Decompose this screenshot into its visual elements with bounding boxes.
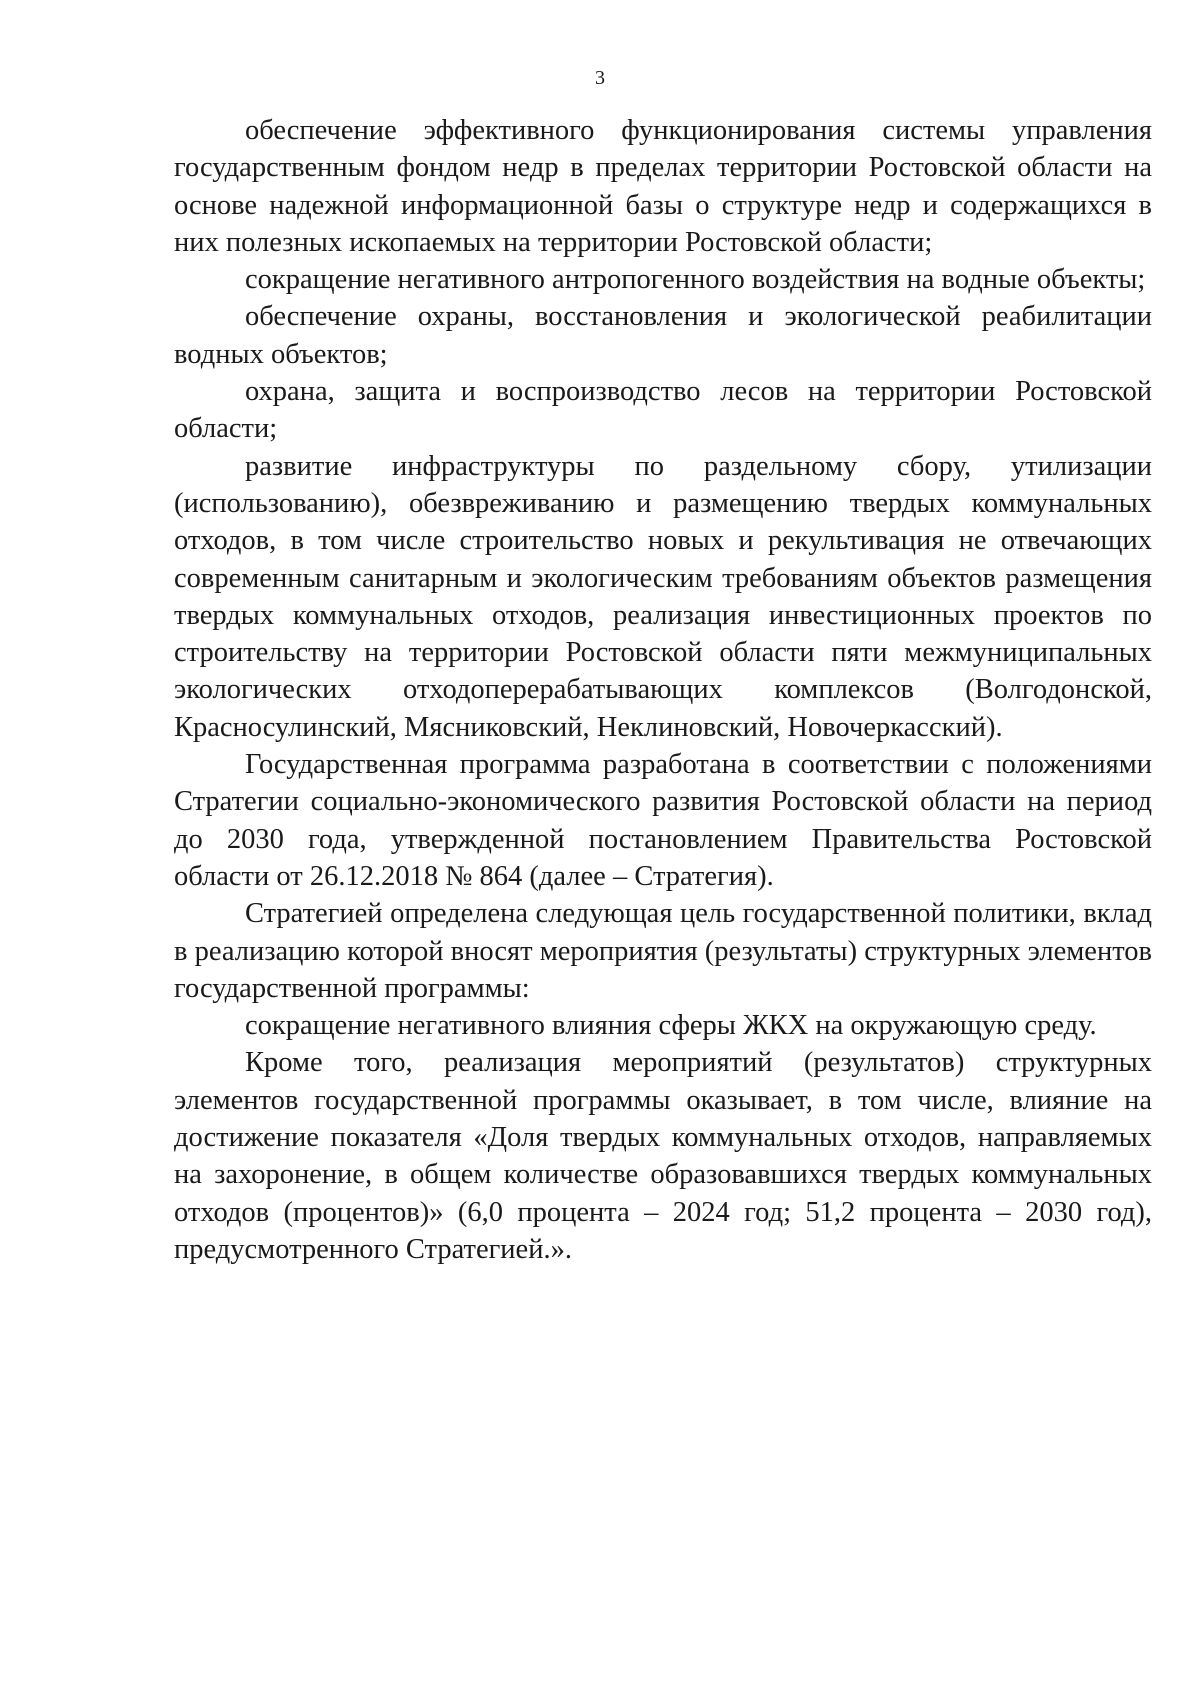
paragraph-goal-statement: сокращение негативного влияния сферы ЖКХ на окружающую среду. (245, 1010, 1097, 1042)
paragraph-indicator: Кроме того, реализация мероприятий (результатов) структурных элементов государственной программы оказывает, в том числе, влияние на достижение показателя «Доля твердых коммунальных отходов, направляемых на захоронение, в общем количестве образовавшихся твердых коммунальных отходов (процентов)» (6,0 процента – 2024 год; 51,2 процента – 2030 год), предусмотренного Стратегией.». (174, 1047, 1152, 1265)
paragraph-strategy-basis: Государственная программа разработана в соответствии с положениями Стратегии социально-экономического развития Ростовской области на период до 2030 года, утвержденной постановлением Правительства Ростовской области от 26.12.2018 № 864 (далее – Стратегия). (174, 749, 1152, 892)
paragraph-forest-protection: охрана, защита и воспроизводство лесов на территории Ростовской области; (174, 376, 1152, 445)
paragraph-subsoil-management: обеспечение эффективного функционирования системы управления государственным фондом недр в пределах территории Ростовской области на основе надежной информационной базы о структуре недр и содержащихся в них полезных ископаемых на территории Ростовской области; (174, 115, 1152, 258)
paragraph-strategy-goal: Стратегией определена следующая цель государственной политики, вклад в реализацию которой вносят мероприятия (результаты) структурных элементов государственной программы: (174, 898, 1152, 1004)
paragraph-waste-infrastructure: развитие инфраструктуры по раздельному сбору, утилизации (использованию), обезвреживанию и размещению твердых коммунальных отходов, в том числе строительство новых и рекультивация не отвечающих современным санитарным и экологическим требованиям объектов размещения твердых коммунальных отходов, реализация инвестиционных проектов по строительству на территории Ростовской области пяти межмуниципальных экологических отходоперерабатывающих комплексов (Волгодонской, Красносулинский, Мясниковский, Неклиновский, Новочеркасский). (174, 450, 1152, 743)
paragraph-water-impact: сокращение негативного антропогенного воздействия на водные объекты; (245, 264, 1146, 296)
document-body (174, 112, 1152, 1268)
paragraph-water-protection: обеспечение охраны, восстановления и экологической реабилитации водных объектов; (174, 301, 1152, 370)
page-number: 3 (595, 67, 605, 89)
